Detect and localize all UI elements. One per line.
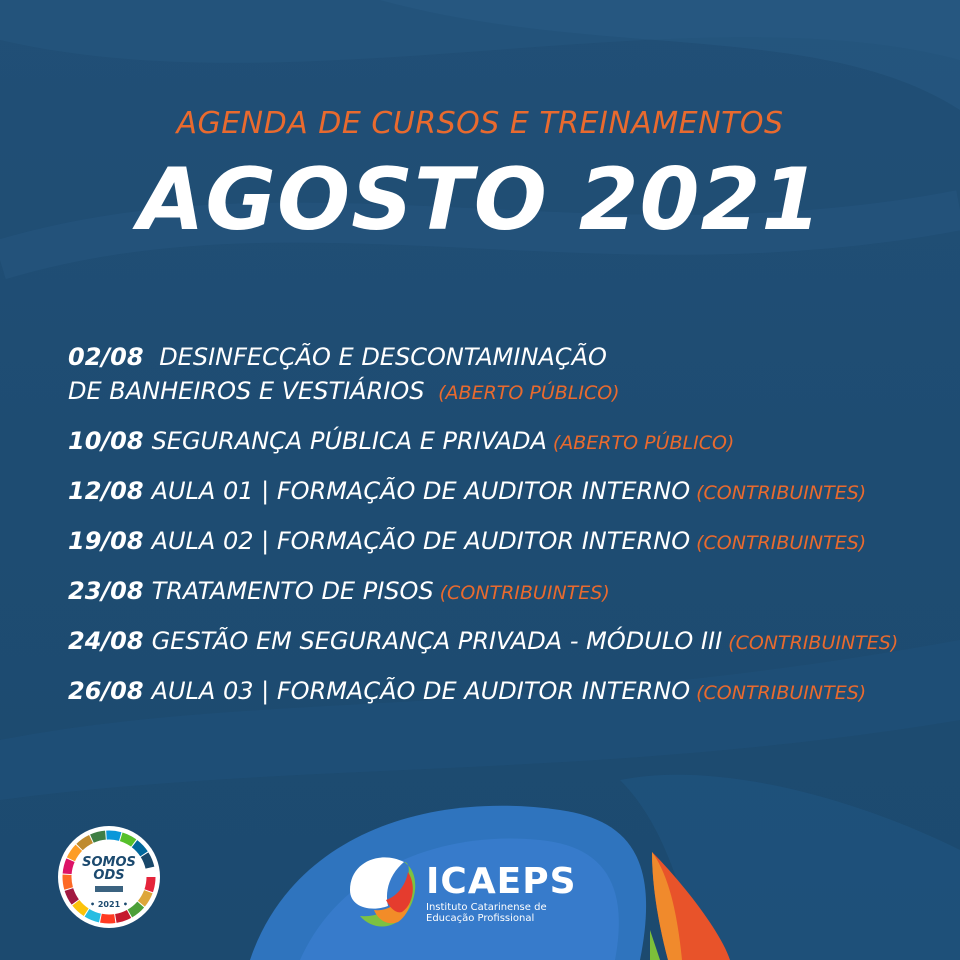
- item-date: 23/08: [68, 577, 144, 605]
- badge-title: SOMOS ODS: [82, 855, 136, 883]
- item-title: DESINFECÇÃO E DESCONTAMINAÇÃO: [159, 343, 607, 371]
- item-title: GESTÃO EM SEGURANÇA PRIVADA - MÓDULO III: [151, 627, 723, 655]
- icaeps-wordmark: ICAEPS: [426, 861, 577, 902]
- item-date: 24/08: [68, 627, 144, 655]
- item-title: AULA 03 | FORMAÇÃO DE AUDITOR INTERNO: [151, 677, 691, 705]
- item-date: 12/08: [68, 477, 144, 505]
- item-audience-tag: (CONTRIBUINTES): [696, 532, 867, 554]
- item-date: 02/08: [68, 343, 144, 371]
- item-audience-tag: (CONTRIBUINTES): [696, 682, 867, 704]
- item-title-continued: DE BANHEIROS E VESTIÁRIOS: [68, 377, 425, 405]
- item-title: TRATAMENTO DE PISOS: [151, 577, 434, 605]
- item-audience-tag: (ABERTO PÚBLICO): [438, 382, 620, 404]
- item-title: AULA 01 | FORMAÇÃO DE AUDITOR INTERNO: [151, 477, 691, 505]
- icaeps-full-name: Instituto Catarinense de Educação Profissional: [426, 902, 547, 924]
- item-title: AULA 02 | FORMAÇÃO DE AUDITOR INTERNO: [151, 527, 691, 555]
- item-audience-tag: (ABERTO PÚBLICO): [552, 432, 735, 454]
- badge-year: • 2021 •: [89, 900, 129, 909]
- item-date: 19/08: [68, 527, 144, 555]
- item-audience-tag: (CONTRIBUINTES): [696, 482, 867, 504]
- item-title: SEGURANÇA PÚBLICA E PRIVADA: [151, 427, 547, 455]
- item-audience-tag: (CONTRIBUINTES): [439, 582, 610, 604]
- item-date: 26/08: [68, 677, 144, 705]
- page-title: AGOSTO 2021: [137, 150, 823, 250]
- item-date: 10/08: [68, 427, 144, 455]
- item-audience-tag: (CONTRIBUINTES): [728, 632, 899, 654]
- agenda-subtitle: AGENDA DE CURSOS E TREINAMENTOS: [176, 106, 784, 141]
